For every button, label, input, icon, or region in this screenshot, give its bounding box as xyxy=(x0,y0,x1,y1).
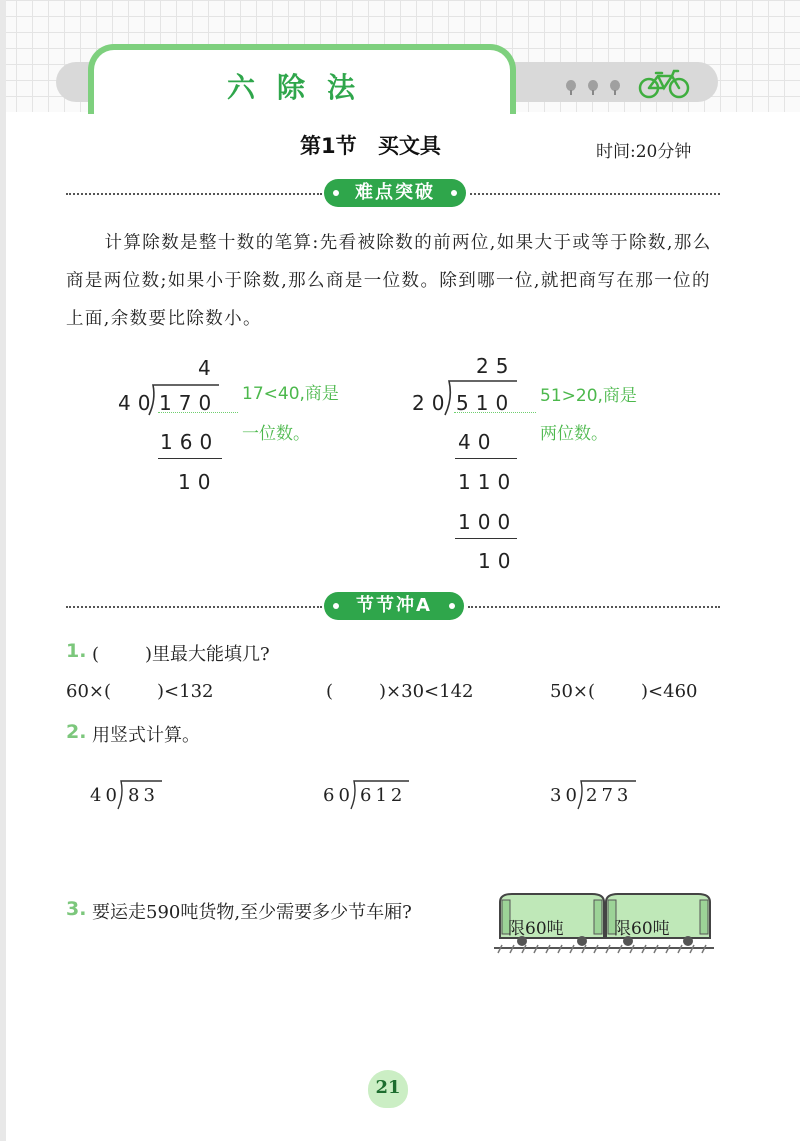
dot-icon xyxy=(333,603,339,609)
example2-note-line1: 51>20,商是 xyxy=(540,386,637,406)
q1-e1-left: 60×( xyxy=(66,681,112,702)
car-1-capacity-label: 限60吨 xyxy=(508,919,564,939)
dot-icon xyxy=(333,190,339,196)
section-title: 第1节 买文具 xyxy=(300,134,441,158)
example2-remainder: 10 xyxy=(478,549,518,573)
dotted-divider xyxy=(470,193,720,195)
question-1-number: 1. xyxy=(66,640,87,662)
practice-label xyxy=(324,592,464,620)
subtraction-line xyxy=(158,458,222,459)
q1-expression-1 xyxy=(66,681,213,702)
highlight-dots xyxy=(454,412,536,413)
question-1-text xyxy=(92,640,270,666)
q1-expression-2 xyxy=(326,681,473,702)
dotted-divider xyxy=(66,193,322,195)
tree-icon xyxy=(588,80,598,94)
q2-divisor-1: 40 xyxy=(90,785,121,806)
page-edge xyxy=(0,0,6,1141)
example2-note-line2: 两位数。 xyxy=(540,424,608,444)
example1-note-line2: 一位数。 xyxy=(242,424,310,444)
example2-divisor: 20 xyxy=(412,391,452,415)
time-limit: 时间:20分钟 xyxy=(596,142,692,162)
q1-e2-right: )×30<142 xyxy=(379,681,474,702)
q1-open-paren: ( xyxy=(92,644,100,665)
chapter-title: 六除法 xyxy=(226,71,377,104)
question-2-text: 用竖式计算。 xyxy=(92,725,200,746)
practice-label-text: 节节冲A xyxy=(356,595,432,616)
example1-quotient: 4 xyxy=(198,356,218,380)
tree-icon xyxy=(566,80,576,94)
example1-remainder: 10 xyxy=(178,470,218,494)
example2-product2: 100 xyxy=(458,510,518,534)
q2-divisor-3: 30 xyxy=(550,785,581,806)
car-2-capacity-label: 限60吨 xyxy=(614,919,670,939)
dotted-divider xyxy=(66,606,322,608)
subtraction-line xyxy=(455,538,517,539)
q1-prompt: )里最大能填几? xyxy=(145,644,270,665)
question-3-text: 要运走590吨货物,至少需要多少节车厢? xyxy=(92,902,412,923)
q1-e2-left: ( xyxy=(326,681,334,702)
explanation-paragraph: 计算除数是整十数的笔算:先看被除数的前两位,如果大于或等于除数,那么商是两位数;如果小于除数,那么商是一位数。除到哪一位,就把商写在那一位的上面,余数要比除数小。 xyxy=(66,233,712,329)
example1-note-line1: 17<40,商是 xyxy=(242,384,339,404)
q2-divisor-2: 60 xyxy=(323,785,354,806)
example2-partial: 110 xyxy=(458,470,518,494)
bicycle-icon xyxy=(638,68,690,100)
question-3-number: 3. xyxy=(66,898,87,920)
subtraction-line xyxy=(455,458,517,459)
example1-product: 160 xyxy=(160,430,220,454)
tree-icon xyxy=(610,80,620,94)
q1-e1-right: )<132 xyxy=(157,681,214,702)
dotted-divider xyxy=(468,606,720,608)
q2-dividend-1: 83 xyxy=(128,785,159,806)
q1-e3-left: 50×( xyxy=(550,681,596,702)
dot-icon xyxy=(449,603,455,609)
example2-product1: 40 xyxy=(458,430,498,454)
example2-quotient: 25 xyxy=(476,354,516,378)
q2-dividend-3: 273 xyxy=(586,785,633,806)
q2-dividend-2: 612 xyxy=(360,785,407,806)
question-2-number: 2. xyxy=(66,721,87,743)
dot-icon xyxy=(451,190,457,196)
highlight-dots xyxy=(158,412,238,413)
page-number: 21 xyxy=(375,1077,401,1098)
difficulty-label-text: 难点突破 xyxy=(355,182,435,203)
q1-e3-right: )<460 xyxy=(641,681,698,702)
example1-dividend: 170 xyxy=(159,391,219,415)
q1-expression-3 xyxy=(550,681,697,702)
example2-dividend: 510 xyxy=(456,391,516,415)
example1-divisor: 40 xyxy=(118,391,158,415)
difficulty-label xyxy=(324,179,466,207)
